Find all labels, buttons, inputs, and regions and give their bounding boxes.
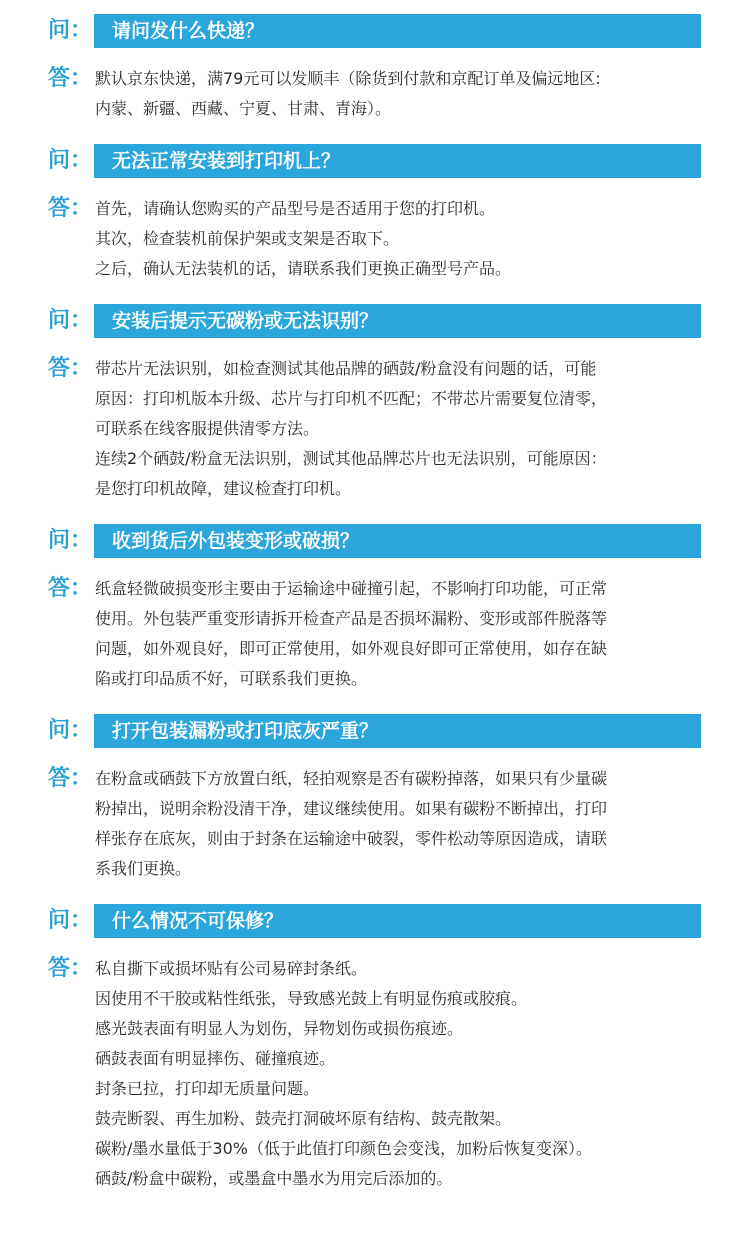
question-marker: 问： (48, 528, 93, 553)
answer-line: 使用。外包装严重变形请拆开检查产品是否损坏漏粉、变形或部件脱落等 (95, 609, 608, 628)
answer-line: 因使用不干胶或粘性纸张，导致感光鼓上有明显伤痕或胶痕。 (95, 989, 528, 1008)
answer-row (0, 574, 750, 694)
answer-line: 系我们更换。 (95, 859, 192, 878)
question-marker: 问： (48, 148, 93, 173)
answer-line: 鼓壳断裂、再生加粉、鼓壳打洞破坏原有结构、鼓壳散架。 (95, 1109, 512, 1128)
answer-line: 是您打印机故障，建议检查打印机。 (95, 479, 352, 498)
answer-line: 连续2个硒鼓/粉盒无法识别，测试其他品牌芯片也无法识别，可能原因： (95, 449, 607, 468)
answer-line: 碳粉/墨水量低于30%（低于此值打印颜色会变浅，加粉后恢复变深）。 (95, 1139, 592, 1158)
answer-line: 感光鼓表面有明显人为划伤，异物划伤或损伤痕迹。 (95, 1019, 464, 1038)
answer-line: 带芯片无法识别，如检查测试其他品牌的硒鼓/粉盒没有问题的话，可能 (95, 359, 597, 378)
answer-marker: 答： (48, 196, 93, 221)
answer-line: 内蒙、新疆、西藏、宁夏、甘肃、青海）。 (95, 99, 392, 118)
answer-line: 硒鼓/粉盒中碳粉，或墨盒中墨水为用完后添加的。 (95, 1169, 453, 1188)
answer-line: 默认京东快递，满79元可以发顺丰（除货到付款和京配订单及偏远地区: (95, 69, 601, 88)
answer-line: 粉掉出，说明余粉没清干净，建议继续使用。如果有碳粉不断掉出，打印 (95, 799, 608, 818)
question-row (0, 524, 750, 558)
answer-line: 原因：打印机版本升级、芯片与打印机不匹配；不带芯片需要复位清零， (95, 389, 608, 408)
question-title: 无法正常安装到打印机上？ (94, 144, 701, 178)
answer-row (0, 354, 750, 504)
answer-row (0, 764, 750, 884)
answer-line: 私自撕下或损坏贴有公司易碎封条纸。 (95, 959, 368, 978)
answer-marker: 答： (48, 766, 93, 791)
answer-line: 封条已拉，打印却无质量问题。 (95, 1079, 320, 1098)
answer-line: 之后，确认无法装机的话，请联系我们更换正确型号产品。 (95, 259, 512, 278)
question-row (0, 304, 750, 338)
answer-line: 硒鼓表面有明显摔伤、碰撞痕迹。 (95, 1049, 336, 1068)
answer-line: 陷或打印品质不好，可联系我们更换。 (95, 669, 368, 688)
faq-item (0, 144, 750, 284)
question-title: 安装后提示无碳粉或无法识别？ (94, 304, 701, 338)
answer-row (0, 194, 750, 284)
question-title: 打开包装漏粉或打印底灰严重？ (94, 714, 701, 748)
question-title: 收到货后外包装变形或破损？ (94, 524, 701, 558)
answer-text (95, 954, 703, 1194)
faq-item (0, 524, 750, 694)
faq-item (0, 714, 750, 884)
faq-item (0, 14, 750, 124)
answer-row (0, 954, 750, 1194)
answer-marker: 答： (48, 956, 93, 981)
answer-line: 在粉盒或硒鼓下方放置白纸，轻拍观察是否有碳粉掉落，如果只有少量碳 (95, 769, 608, 788)
answer-line: 问题，如外观良好，即可正常使用，如外观良好即可正常使用，如存在缺 (95, 639, 608, 658)
faq-item (0, 904, 750, 1194)
question-title: 请问发什么快递？ (94, 14, 701, 48)
answer-line: 可联系在线客服提供清零方法。 (95, 419, 320, 438)
question-marker: 问： (48, 908, 93, 933)
question-row (0, 904, 750, 938)
question-title: 什么情况不可保修？ (94, 904, 701, 938)
question-row (0, 714, 750, 748)
question-row (0, 14, 750, 48)
answer-text (95, 64, 703, 124)
answer-text (95, 194, 703, 284)
answer-line: 纸盒轻微破损变形主要由于运输途中碰撞引起，不影响打印功能，可正常 (95, 579, 608, 598)
answer-marker: 答： (48, 66, 93, 91)
faq-item (0, 304, 750, 504)
answer-marker: 答： (48, 356, 93, 381)
answer-text (95, 574, 703, 694)
answer-text (95, 354, 703, 504)
answer-marker: 答： (48, 576, 93, 601)
question-row (0, 144, 750, 178)
answer-line: 样张存在底灰，则由于封条在运输途中破裂，零件松动等原因造成，请联 (95, 829, 608, 848)
answer-line: 首先，请确认您购买的产品型号是否适用于您的打印机。 (95, 199, 496, 218)
answer-line: 其次，检查装机前保护架或支架是否取下。 (95, 229, 400, 248)
question-marker: 问： (48, 308, 93, 333)
question-marker: 问： (48, 18, 93, 43)
question-marker: 问： (48, 718, 93, 743)
answer-row (0, 64, 750, 124)
answer-text (95, 764, 703, 884)
